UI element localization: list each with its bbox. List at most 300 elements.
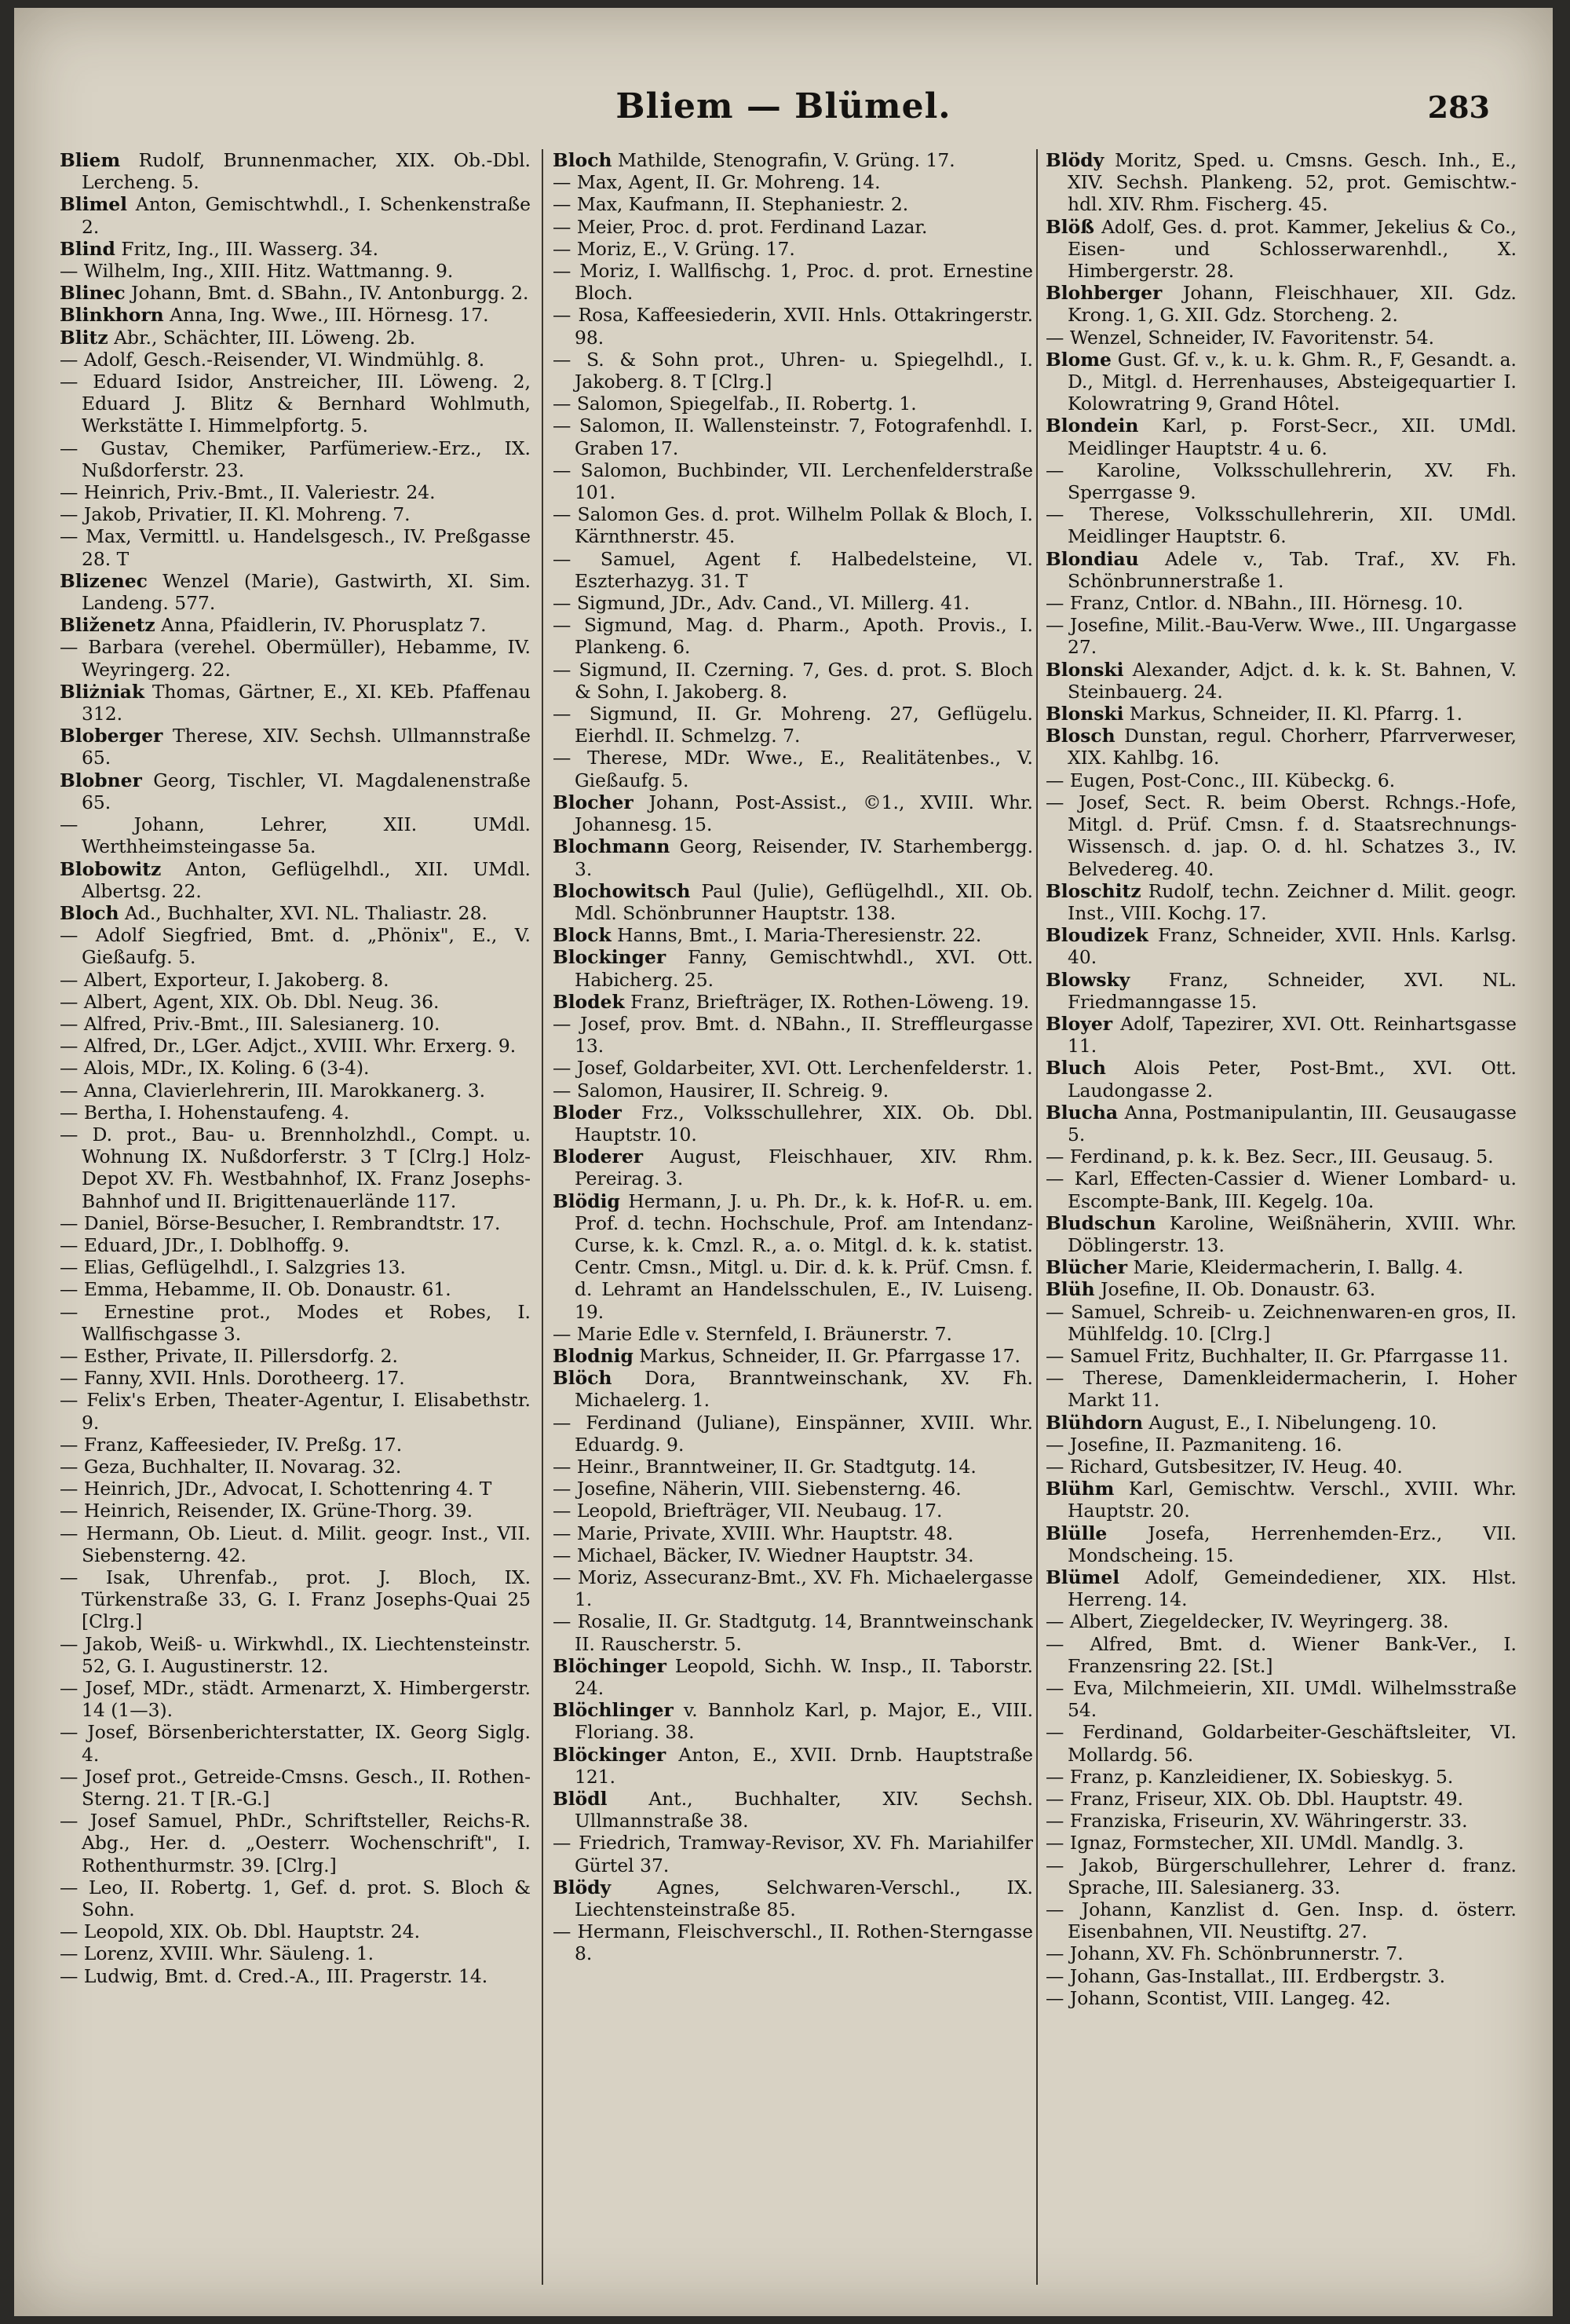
entry-details: v. Bannholz Karl, p. Major, E., VIII. Floriang. 38.	[575, 1699, 1033, 1744]
entry-details: Markus, Schneider, II. Gr. Pfarrgasse 17.	[633, 1344, 1020, 1367]
entry-surname: Bloschitz	[1046, 879, 1141, 902]
directory-entry	[60, 1920, 531, 1942]
entry-surname: Blocher	[553, 791, 633, 813]
directory-entry	[553, 1190, 1033, 1323]
directory-entry	[1046, 1013, 1517, 1057]
entry-details: — Franziska, Friseurin, XV. Währingerstr. 33.	[1046, 1810, 1468, 1833]
directory-entry	[1046, 592, 1517, 614]
entry-details: Markus, Schneider, II. Kl. Pfarrg. 1.	[1123, 703, 1463, 725]
entry-details: — Johann, Lehrer, XII. UMdl. Werthheimsteingasse 5a.	[60, 813, 531, 858]
entry-surname: Blühdorn	[1046, 1411, 1143, 1434]
directory-entry	[60, 1367, 531, 1389]
entry-surname: Block	[553, 924, 612, 947]
entry-details: Moritz, Sped. u. Cmsns. Gesch. Inh., E., XIV. Sechsh. Plankeng. 52, prot. Gemischtw.-hdl. XIV. Rhm. Fischerg. 45.	[1068, 149, 1517, 216]
entry-details: — Jakob, Bürgerschullehrer, Lehrer d. franz. Sprache, III. Salesianerg. 33.	[1046, 1854, 1517, 1898]
entry-details: — Ignaz, Formstecher, XII. UMdl. Mandlg. 3.	[1046, 1832, 1464, 1854]
entry-details: — Salomon, II. Wallensteinstr. 7, Fotografenhdl. I. Graben 17.	[553, 415, 1033, 459]
entry-surname: Blöch	[553, 1367, 612, 1390]
directory-entry	[553, 1456, 1033, 1478]
entry-details: — Marie Edle v. Sternfeld, I. Bräunerstr. 7.	[553, 1322, 952, 1345]
entry-surname: Blühm	[1046, 1478, 1115, 1500]
directory-entry	[1046, 1854, 1517, 1898]
entry-details: Abr., Schächter, III. Löweng. 2b.	[108, 326, 416, 349]
entry-details: Franz, Schneider, XVII. Hnls. Karlsg. 40.	[1068, 924, 1517, 969]
directory-entry	[553, 880, 1033, 924]
entry-details: — Josef, Goldarbeiter, XVI. Ott. Lerchenfelderstr. 1.	[553, 1057, 1033, 1080]
entry-details: — Richard, Gutsbesitzer, IV. Heug. 40.	[1046, 1455, 1403, 1478]
directory-entry	[1046, 282, 1517, 326]
entry-details: Hanns, Bmt., I. Maria-Theresienstr. 22.	[611, 924, 982, 947]
directory-entry	[1046, 1301, 1517, 1345]
entry-details: Gust. Gf. v., k. u. k. Ghm. R., F, Gesandt. a. D., Mitgl. d. Herrenhauses, Absteigequartier I. Kolowratring 9, Grand Hôtel.	[1068, 348, 1517, 415]
directory-entry	[1046, 216, 1517, 283]
directory-entry	[553, 1323, 1033, 1345]
directory-entry	[1046, 1478, 1517, 1522]
directory-entry	[60, 725, 531, 769]
directory-entry	[1046, 415, 1517, 459]
entry-details: Ant., Buchhalter, XIV. Sechsh. Ullmannstraße 38.	[575, 1788, 1033, 1833]
directory-entry	[60, 570, 531, 614]
entry-details: — Therese, Volksschullehrerin, XII. UMdl. Meidlinger Hauptstr. 6.	[1046, 503, 1517, 548]
entry-details: Anton, E., XVII. Drnb. Hauptstraße 121.	[575, 1743, 1033, 1788]
entry-details: Dunstan, regul. Chorherr, Pfarrverweser, XIX. Kahlbg. 16.	[1068, 725, 1517, 769]
directory-entry	[60, 1500, 531, 1522]
directory-entry	[60, 193, 531, 237]
directory-entry	[1046, 1942, 1517, 1964]
entry-details: — Josef prot., Getreide-Cmsns. Gesch., II. Rothen-Sterng. 21. T [R.-G.]	[60, 1765, 531, 1811]
directory-entry	[553, 1367, 1033, 1411]
entry-surname: Bludschun	[1046, 1211, 1156, 1234]
directory-entry	[1046, 703, 1517, 725]
entry-details: — Albert, Exporteur, I. Jakoberg. 8.	[60, 968, 389, 991]
entry-surname: Blöchlinger	[553, 1699, 674, 1722]
directory-entry	[1046, 1345, 1517, 1367]
directory-entry	[60, 1810, 531, 1876]
entry-details: Josefa, Herrenhemden-Erz., VII. Mondscheing. 15.	[1068, 1522, 1517, 1566]
entry-details: Johann, Bmt. d. SBahn., IV. Antonburgg. 2.	[125, 282, 529, 305]
directory-entry	[60, 1234, 531, 1256]
directory-entry	[553, 1744, 1033, 1788]
entry-details: Anna, Postmanipulantin, III. Geusaugasse 5.	[1068, 1101, 1517, 1146]
directory-entry	[1046, 1212, 1517, 1256]
entry-details: — Leopold, Briefträger, VII. Neubaug. 17.	[553, 1500, 943, 1522]
directory-entry	[60, 349, 531, 371]
entry-details: Franz, Briefträger, IX. Rothen-Löweng. 19.	[624, 990, 1030, 1013]
entry-details: — Sigmund, Mag. d. Pharm., Apoth. Provis., I. Plankeng. 6.	[553, 614, 1033, 659]
entry-details: — Meier, Proc. d. prot. Ferdinand Lazar.	[553, 215, 928, 238]
entry-details: Anton, Gemischtwhdl., I. Schenkenstraße 2.	[82, 193, 531, 238]
directory-entry	[60, 1942, 531, 1964]
entry-details: Leopold, Sichh. W. Insp., II. Taborstr. 24.	[575, 1654, 1033, 1700]
directory-entry	[553, 1345, 1033, 1367]
directory-entry	[553, 238, 1033, 260]
entry-details: — Felix's Erben, Theater-Agentur, I. Elisabethstr. 9.	[60, 1389, 531, 1434]
directory-entry	[553, 946, 1033, 990]
directory-entry	[553, 1610, 1033, 1654]
directory-entry	[60, 1301, 531, 1345]
directory-entry	[553, 1920, 1033, 1964]
entry-details: — Ferdinand, Goldarbeiter-Geschäftsleiter, VI. Mollardg. 56.	[1046, 1721, 1517, 1766]
directory-entry	[553, 1080, 1033, 1102]
entry-surname: Blosch	[1046, 725, 1115, 747]
directory-entry	[60, 1522, 531, 1566]
directory-entry	[60, 1876, 531, 1920]
entry-details: — Salomon Ges. d. prot. Wilhelm Pollak & Bloch, I. Kärnthnerstr. 45.	[553, 503, 1033, 548]
directory-entry	[60, 238, 531, 260]
directory-entry	[60, 813, 531, 857]
entry-details: — Josefine, II. Pazmaniteng. 16.	[1046, 1433, 1342, 1456]
entry-details: — Adolf Siegfried, Bmt. d. „Phönix", E., V. Gießaufg. 5.	[60, 924, 531, 969]
directory-entry	[1046, 1146, 1517, 1167]
entry-details: — Ferdinand (Juliane), Einspänner, XVIII. Whr. Eduardg. 9.	[553, 1411, 1033, 1456]
entry-details: — Therese, Damenkleidermacherin, I. Hoher Markt 11.	[1046, 1367, 1517, 1412]
directory-entry	[60, 1035, 531, 1057]
entry-details: — Eduard, JDr., I. Doblhoffg. 9.	[60, 1233, 350, 1256]
entry-surname: Bloch	[60, 901, 119, 924]
directory-entry	[553, 659, 1033, 703]
entry-surname: Blülle	[1046, 1522, 1108, 1544]
entry-details: — Samuel, Schreib- u. Zeichnenwaren-en gros, II. Mühlfeldg. 10. [Clrg.]	[1046, 1300, 1517, 1345]
entry-details: — Jakob, Weiß- u. Wirkwhdl., IX. Liechtensteinstr. 52, G. I. Augustinerstr. 12.	[60, 1632, 531, 1677]
directory-entry	[1046, 1057, 1517, 1101]
entry-details: — Barbara (verehel. Obermüller), Hebamme, IV. Weyringerg. 22.	[60, 636, 531, 681]
directory-entry	[1046, 1367, 1517, 1411]
entry-surname: Blochowitsch	[553, 879, 691, 902]
entry-surname: Blinec	[60, 282, 126, 305]
directory-entry	[553, 1013, 1033, 1057]
directory-entry	[60, 260, 531, 282]
entry-details: — Eva, Milchmeierin, XII. UMdl. Wilhelmsstraße 54.	[1046, 1677, 1517, 1722]
entry-details: — Eduard Isidor, Anstreicher, III. Löweng. 2, Eduard J. Blitz & Bernhard Wohlmuth, Werkstätte I. Himmelpfortg. 5.	[60, 371, 531, 437]
directory-entry	[1046, 1987, 1517, 2009]
entry-surname: Bloudizek	[1046, 924, 1148, 947]
entry-details: Rudolf, techn. Zeichner d. Milit. geogr. Inst., VIII. Kochg. 17.	[1068, 879, 1517, 924]
directory-entry	[60, 304, 531, 326]
entry-details: — Leo, II. Robertg. 1, Gef. d. prot. S. Bloch & Sohn.	[60, 1876, 531, 1921]
entry-surname: Blondein	[1046, 415, 1139, 437]
entry-surname: Blinkhorn	[60, 304, 164, 327]
entry-details: Frz., Volksschullehrer, XIX. Ob. Dbl. Hauptstr. 10.	[575, 1101, 1033, 1146]
column-divider	[1036, 149, 1038, 2285]
directory-entry	[60, 1766, 531, 1810]
entry-details: — Isak, Uhrenfab., prot. J. Bloch, IX. Türkenstraße 33, G. I. Franz Josephs-Quai 25 [Clrg.]	[60, 1566, 531, 1633]
entry-details: Wenzel (Marie), Gastwirth, XI. Sim. Landeng. 577.	[82, 569, 531, 615]
directory-entry	[60, 503, 531, 525]
entry-details: — Hermann, Ob. Lieut. d. Milit. geogr. Inst., VII. Siebensterng. 42.	[60, 1522, 531, 1566]
entry-surname: Blödy	[1046, 149, 1104, 171]
entry-details: — Sigmund, JDr., Adv. Cand., VI. Millerg. 41.	[553, 592, 970, 615]
directory-entry	[553, 1478, 1033, 1500]
entry-surname: Bloder	[553, 1101, 622, 1124]
entry-surname: Bloyer	[1046, 1012, 1113, 1035]
page-number: 283	[1427, 90, 1490, 125]
entry-details: — Rosa, Kaffeesiederin, XVII. Hnls. Ottakringerstr. 98.	[553, 304, 1033, 349]
entry-details: — Heinrich, Priv.-Bmt., II. Valeriestr. 24.	[60, 481, 436, 504]
entry-details: — Samuel, Agent f. Halbedelsteine, VI. Eszterhazyg. 31. T	[553, 547, 1033, 592]
directory-entry	[553, 1566, 1033, 1610]
page-header	[14, 86, 1553, 133]
directory-entry	[553, 393, 1033, 415]
entry-details: Alois Peter, Post-Bmt., XVI. Ott. Laudongasse 2.	[1068, 1057, 1517, 1102]
entry-details: — Esther, Private, II. Pillersdorfg. 2.	[60, 1344, 398, 1367]
directory-entry	[60, 327, 531, 349]
directory-entry	[60, 858, 531, 902]
directory-entry	[553, 1788, 1033, 1832]
directory-entry	[60, 991, 531, 1013]
directory-entry	[60, 282, 531, 304]
directory-entry	[553, 1057, 1033, 1079]
directory-entry	[60, 1057, 531, 1079]
entry-surname: Blümel	[1046, 1566, 1120, 1588]
entry-details: — Sigmund, II. Gr. Mohreng. 27, Geflügelu. Eierhdl. II. Schmelzg. 7.	[553, 703, 1033, 747]
entry-details: — Johann, Gas-Installat., III. Erdbergstr. 3.	[1046, 1964, 1446, 1987]
entry-details: — Eugen, Post-Conc., III. Kübeckg. 6.	[1046, 769, 1396, 791]
directory-entry	[1046, 1167, 1517, 1211]
entry-details: — Wenzel, Schneider, IV. Favoritenstr. 54.	[1046, 326, 1435, 349]
directory-entry	[1046, 327, 1517, 349]
entry-surname: Blondiau	[1046, 547, 1139, 570]
directory-entry	[553, 415, 1033, 459]
directory-entry	[60, 371, 531, 437]
entry-details: — Heinrich, JDr., Advocat, I. Schottenring 4. T	[60, 1478, 492, 1500]
entry-details: — Max, Kaufmann, II. Stephaniestr. 2.	[553, 193, 909, 216]
directory-entry	[1046, 459, 1517, 503]
entry-details: Johann, Post-Assist., ©1., XVIII. Whr. Johannesg. 15.	[575, 791, 1033, 836]
entry-surname: Blödig	[553, 1189, 620, 1212]
entry-details: — Ferdinand, p. k. k. Bez. Secr., III. Geusaug. 5.	[1046, 1146, 1494, 1168]
directory-entry	[1046, 769, 1517, 791]
entry-surname: Bliženetz	[60, 614, 155, 637]
directory-entry	[553, 503, 1033, 547]
directory-entry	[1046, 1434, 1517, 1456]
entry-details: — Moriz, Assecuranz-Bmt., XV. Fh. Michaelergasse 1.	[553, 1566, 1033, 1611]
directory-entry	[553, 1876, 1033, 1920]
entry-details: — Karoline, Volksschullehrerin, XV. Fh. Sperrgasse 9.	[1046, 459, 1517, 504]
entry-surname: Blonski	[1046, 658, 1124, 681]
entry-details: — Jakob, Privatier, II. Kl. Mohreng. 7.	[60, 503, 411, 526]
entry-details: Fanny, Gemischtwhdl., XVI. Ott. Habicherg. 25.	[575, 946, 1033, 991]
entry-details: — Franz, Cntlor. d. NBahn., III. Hörnesg. 10.	[1046, 592, 1463, 615]
directory-entry	[60, 1278, 531, 1300]
entry-surname: Blimel	[60, 193, 128, 216]
entry-surname: Blodek	[553, 990, 625, 1013]
entry-details: — Franz, Kaffeesieder, IV. Preßg. 17.	[60, 1433, 403, 1456]
column-1	[60, 149, 531, 2300]
entry-surname: Blöchinger	[553, 1654, 666, 1677]
entry-surname: Blobner	[60, 769, 142, 791]
entry-surname: Blind	[60, 237, 115, 260]
entry-details: — Franz, p. Kanzleidiener, IX. Sobieskyg. 5.	[1046, 1765, 1454, 1788]
entry-surname: Bliżniak	[60, 680, 145, 703]
entry-details: — Johann, XV. Fh. Schönbrunnerstr. 7.	[1046, 1942, 1404, 1965]
entry-details: Georg, Tischler, VI. Magdalenenstraße 65.	[82, 769, 531, 813]
entry-details: — Moriz, E., V. Grüng. 17.	[553, 237, 795, 260]
entry-surname: Blöckinger	[553, 1743, 666, 1766]
entry-details: Fritz, Ing., III. Wasserg. 34.	[115, 237, 379, 260]
entry-surname: Bliem	[60, 149, 121, 171]
directory-entry	[60, 1456, 531, 1478]
entry-surname: Blizenec	[60, 569, 148, 592]
entry-details: — Ludwig, Bmt. d. Cred.-A., III. Pragerstr. 14.	[60, 1964, 488, 1987]
entry-details: Therese, XIV. Sechsh. Ullmannstraße 65.	[82, 725, 531, 769]
directory-entry	[553, 548, 1033, 592]
directory-entry	[1046, 1256, 1517, 1278]
entry-details: — Josef, MDr., städt. Armenarzt, X. Himbergerstr. 14 (1—3).	[60, 1677, 531, 1722]
entry-details: — Salomon, Buchbinder, VII. Lerchenfelderstraße 101.	[553, 459, 1033, 504]
directory-entry	[553, 149, 1033, 171]
directory-entry	[553, 1102, 1033, 1146]
entry-details: August, Fleischhauer, XIV. Rhm. Pereirag. 3.	[575, 1146, 1033, 1190]
entry-details: — Heinr., Branntweiner, II. Gr. Stadtgutg. 14.	[553, 1455, 977, 1478]
entry-details: August, E., I. Nibelungeng. 10.	[1142, 1411, 1437, 1434]
directory-entry	[553, 1146, 1033, 1189]
directory-entry	[1046, 548, 1517, 592]
directory-entry	[60, 1256, 531, 1278]
directory-entry	[1046, 149, 1517, 216]
directory-entry	[60, 1013, 531, 1035]
entry-details: — Daniel, Börse-Besucher, I. Rembrandtstr. 17.	[60, 1211, 501, 1234]
directory-entry	[1046, 791, 1517, 880]
directory-entry	[1046, 1766, 1517, 1788]
entry-details: — Gustav, Chemiker, Parfümeriew.-Erz., IX. Nußdorferstr. 23.	[60, 437, 531, 481]
entry-details: — Leopold, XIX. Ob. Dbl. Hauptstr. 24.	[60, 1920, 421, 1943]
entry-surname: Blöß	[1046, 215, 1095, 238]
entry-details: Anna, Pfaidlerin, IV. Phorusplatz 7.	[155, 614, 487, 637]
directory-entry	[1046, 503, 1517, 547]
entry-details: — Wilhelm, Ing., XIII. Hitz. Wattmanng. 9.	[60, 260, 454, 283]
entry-details: — Bertha, I. Hohenstaufeng. 4.	[60, 1101, 350, 1124]
column-2	[553, 149, 1033, 2300]
directory-entry	[553, 1412, 1033, 1456]
entry-details: — Salomon, Hausirer, II. Schreig. 9.	[553, 1079, 889, 1102]
entry-details: — Moriz, I. Wallfischg. 1, Proc. d. prot. Ernestine Bloch.	[553, 260, 1033, 305]
directory-entry	[1046, 1898, 1517, 1942]
directory-entry	[1046, 924, 1517, 968]
directory-entry	[553, 1832, 1033, 1876]
directory-entry	[553, 747, 1033, 791]
directory-entry	[60, 1965, 531, 1987]
entry-surname: Blochmann	[553, 835, 670, 858]
entry-details: Paul (Julie), Geflügelhdl., XII. Ob. Mdl. Schönbrunner Hauptstr. 138.	[575, 879, 1033, 924]
entry-details: Karl, p. Forst-Secr., XII. UMdl. Meidlinger Hauptstr. 4 u. 6.	[1068, 415, 1517, 459]
entry-details: Ad., Buchhalter, XVI. NL. Thaliastr. 28.	[119, 901, 487, 924]
entry-surname: Blockinger	[553, 946, 666, 969]
directory-entry	[553, 216, 1033, 238]
entry-details: Karoline, Weißnäherin, XVIII. Whr. Döblingerstr. 13.	[1068, 1211, 1517, 1256]
directory-entry	[1046, 1102, 1517, 1146]
directory-entry	[553, 791, 1033, 835]
directory-entry	[60, 1677, 531, 1721]
directory-entry	[1046, 1788, 1517, 1810]
entry-details: — Adolf, Gesch.-Reisender, VI. Windmühlg. 8.	[60, 348, 485, 371]
entry-details: — Max, Agent, II. Gr. Mohreng. 14.	[553, 171, 881, 194]
entry-details: — Max, Vermittl. u. Handelsgesch., IV. Preßgasse 28. T	[60, 525, 531, 570]
directory-entry	[60, 681, 531, 725]
directory-entry	[1046, 1278, 1517, 1300]
entry-details: — Ernestine prot., Modes et Robes, I. Wallfischgasse 3.	[60, 1300, 531, 1345]
entry-details: — Karl, Effecten-Cassier d. Wiener Lombard- u. Escompte-Bank, III. Kegelg. 10a.	[1046, 1167, 1517, 1212]
entry-details: Johann, Fleischhauer, XII. Gdz. Krong. 1, G. XII. Gdz. Storcheng. 2.	[1068, 282, 1517, 327]
directory-entry	[60, 1212, 531, 1234]
entry-surname: Blucha	[1046, 1101, 1119, 1124]
entry-details: Anna, Ing. Wwe., III. Hörnesg. 17.	[163, 304, 489, 327]
entry-details: — Rosalie, II. Gr. Stadtgutg. 14, Branntweinschank II. Rauscherstr. 5.	[553, 1610, 1033, 1655]
page-title: Bliem — Blümel.	[615, 86, 951, 126]
column-divider	[542, 149, 543, 2285]
entry-details: — Fanny, XVII. Hnls. Dorotheerg. 17.	[60, 1367, 405, 1390]
entry-details: Anton, Geflügelhdl., XII. UMdl. Albertsg. 22.	[82, 857, 531, 902]
directory-entry	[60, 1102, 531, 1124]
directory-entry	[1046, 614, 1517, 658]
entry-details: — Albert, Agent, XIX. Ob. Dbl. Neug. 36.	[60, 990, 440, 1013]
directory-entry	[60, 1434, 531, 1456]
directory-entry	[60, 1566, 531, 1633]
entry-details: — Johann, Kanzlist d. Gen. Insp. d. österr. Eisenbahnen, VII. Neustiftg. 27.	[1046, 1898, 1517, 1943]
directory-entry	[1046, 1832, 1517, 1854]
entry-details: Franz, Schneider, XVI. NL. Friedmanngasse 15.	[1068, 968, 1517, 1013]
directory-entry	[60, 481, 531, 503]
entry-details: Adolf, Ges. d. prot. Kammer, Jekelius & Co., Eisen- und Schlosserwarenhdl., X. Himbergerstr. 28.	[1068, 215, 1517, 283]
directory-entry	[60, 437, 531, 481]
entry-details: — Josefine, Milit.-Bau-Verw. Wwe., III. Ungargasse 27.	[1046, 614, 1517, 659]
entry-details: — Emma, Hebamme, II. Ob. Donaustr. 61.	[60, 1278, 451, 1301]
directory-entry	[60, 1080, 531, 1102]
directory-entry	[553, 1522, 1033, 1544]
directory-entry	[60, 769, 531, 813]
directory-entry	[60, 1345, 531, 1367]
entry-surname: Blonski	[1046, 703, 1124, 725]
directory-entry	[60, 636, 531, 680]
entry-surname: Blohberger	[1046, 282, 1163, 305]
entry-details: Rudolf, Brunnenmacher, XIX. Ob.-Dbl. Lercheng. 5.	[82, 149, 531, 194]
entry-details: — Hermann, Fleischverschl., II. Rothen-Sterngasse 8.	[553, 1920, 1033, 1965]
entry-details: — Johann, Scontist, VIII. Langeg. 42.	[1046, 1986, 1391, 2009]
entry-details: Mathilde, Stenografin, V. Grüng. 17.	[612, 149, 955, 171]
directory-entry	[553, 349, 1033, 393]
entry-details: — Franz, Friseur, XIX. Ob. Dbl. Hauptstr. 49.	[1046, 1788, 1464, 1811]
directory-entry	[553, 193, 1033, 215]
directory-entry	[1046, 1810, 1517, 1832]
entry-details: Marie, Kleidermacherin, I. Ballg. 4.	[1127, 1256, 1464, 1279]
directory-entry	[60, 525, 531, 569]
entry-surname: Blome	[1046, 348, 1112, 371]
directory-entry	[1046, 725, 1517, 769]
entry-details: — Marie, Private, XVIII. Whr. Hauptstr. 48.	[553, 1522, 954, 1544]
directory-entry	[553, 991, 1033, 1013]
entry-details: — Heinrich, Reisender, IX. Grüne-Thorg. 39.	[60, 1500, 473, 1522]
directory-entry	[553, 835, 1033, 879]
entry-details: — Salomon, Spiegelfab., II. Robertg. 1.	[553, 393, 917, 415]
directory-entry	[553, 1699, 1033, 1743]
entry-details: Adolf, Tapezirer, XVI. Ott. Reinhartsgasse 11.	[1068, 1012, 1517, 1058]
entry-details: — Alfred, Bmt. d. Wiener Bank-Ver., I. Franzensring 22. [St.]	[1046, 1632, 1517, 1677]
directory-entry	[60, 969, 531, 991]
entry-surname: Blowsky	[1046, 968, 1130, 991]
entry-details: — Alfred, Priv.-Bmt., III. Salesianerg. 10.	[60, 1012, 440, 1035]
directory-entry	[60, 1478, 531, 1500]
entry-details: — Michael, Bäcker, IV. Wiedner Hauptstr. 34.	[553, 1544, 974, 1566]
directory-entry	[60, 902, 531, 924]
entry-surname: Bloberger	[60, 725, 163, 747]
directory-entry	[553, 459, 1033, 503]
entry-surname: Blobowitz	[60, 857, 162, 880]
entry-details: — Friedrich, Tramway-Revisor, XV. Fh. Mariahilfer Gürtel 37.	[553, 1832, 1033, 1876]
entry-details: Alexander, Adjct. d. k. k. St. Bahnen, V. Steinbauerg. 24.	[1068, 658, 1517, 703]
entry-details: — Josef, prov. Bmt. d. NBahn., II. Streffleurgasse 13.	[553, 1012, 1033, 1058]
entry-details: — Geza, Buchhalter, II. Novarag. 32.	[60, 1455, 402, 1478]
entry-details: — Lorenz, XVIII. Whr. Säuleng. 1.	[60, 1942, 374, 1965]
entry-details: — Albert, Ziegeldecker, IV. Weyringerg. 38.	[1046, 1610, 1449, 1633]
